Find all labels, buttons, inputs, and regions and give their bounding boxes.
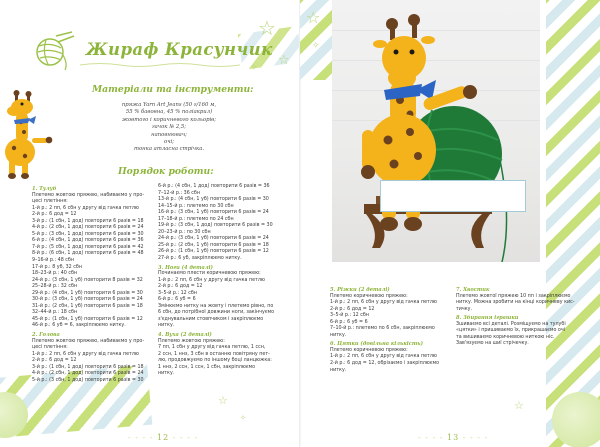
section-title: 6. Цятки (довільна кількість) xyxy=(330,341,424,348)
page-number-text: 12 xyxy=(157,433,170,442)
page-right xyxy=(300,0,600,447)
section-title: 2. Голова xyxy=(32,332,60,339)
yarn-ball-icon xyxy=(32,30,76,72)
giraffe-scene-illustration xyxy=(332,0,540,266)
page-number-text: 13 xyxy=(447,433,460,442)
instruction-line: 2-й р.: 6 дод = 12 xyxy=(158,284,203,290)
star-icon: ✧ xyxy=(240,414,246,422)
instructions-column-4 xyxy=(456,285,574,348)
section-title: 1. Тулуб xyxy=(32,186,57,192)
instruction-line: Плетемо жовтою пряжею, набиваємо у про- xyxy=(32,338,145,344)
instruction-line: Зав'язуємо на шиї стрічечку. xyxy=(456,341,529,347)
instruction-line: 2-й р.: 6 дод = 12 xyxy=(32,358,77,364)
materials-item: наповнювач; xyxy=(151,131,187,138)
instruction-line: з'єднувальним стовпчиком і закріплюємо xyxy=(158,316,264,322)
star-icon: ☆ xyxy=(278,53,290,68)
instruction-line: 5-й р.: (3 сбн, 1 дод) повторити 6 разів = 30 xyxy=(32,377,144,383)
instruction-line: 27-й р.: 6 уб, закріплюємо нитку. xyxy=(158,256,242,262)
materials-list xyxy=(84,102,254,154)
instruction-line: Плетемо жовтою пряжею: xyxy=(158,338,225,344)
instruction-line: 17-й р.: 8 уб, 32 сбн xyxy=(32,264,82,270)
instruction-line: нитку. xyxy=(158,371,175,377)
instruction-line: 2-й р.: 6 дод = 12, обрізаємо і закріплюємо xyxy=(330,361,440,367)
page-number-left: - - - - 12 - - - - xyxy=(128,433,199,442)
procedure-heading: Порядок роботи: xyxy=(118,166,214,177)
instruction-line: нитку. Можна зробити на кінці коричневу кис- xyxy=(456,300,575,306)
instruction-line: цесі плетіння: xyxy=(32,345,68,351)
materials-item: 55 % бавовна, 45 % поліакрил) xyxy=(125,109,213,116)
instruction-line: 25–28-й р.: 32 сбн xyxy=(32,284,78,290)
instruction-line: 1-й р.: 2 пп, 6 сбн у другу від гачка петлю xyxy=(330,300,437,306)
instruction-line: 26-й р.: (1 сбн, 1 уб) повторити 6 разів = 12 xyxy=(158,249,269,255)
page-title: Жираф Красунчик xyxy=(86,40,273,59)
instruction-line: 3-й р.: (1 сбн, 1 дод) повторити 6 разів = 18 xyxy=(32,364,144,370)
instruction-line: 25-й р.: (2 сбн, 1 уб) повторити 6 разів = 18 xyxy=(158,242,269,248)
giraffe-toy-image xyxy=(0,90,56,180)
star-icon: ✧ xyxy=(250,63,258,73)
instruction-line: 46-й р.: 6 уб = 6, закріплюємо нитку. xyxy=(32,323,126,329)
instruction-line: лю, продовжуємо по іншому боці ланцюжка: xyxy=(158,358,272,364)
instruction-line: 1 ннз, 2 ссн, 1 ссн, 1 сбн, закріплюємо xyxy=(158,364,256,370)
instruction-line: Плетемо коричневою пряжею: xyxy=(330,293,408,299)
instruction-line: 9–16-й р.: 48 сбн xyxy=(32,258,74,264)
instruction-line: 1-й р.: 2 пп, 6 сбн у другу від гачка петлю xyxy=(32,205,139,211)
instruction-line: 20–23-й р.: по 30 сбн xyxy=(158,229,211,235)
instruction-line: Змінюємо нитку на жовту і плетемо рівно, по xyxy=(158,303,274,309)
instruction-line: 6-й р.: (4 сбн, 1 дод) повторити 6 разів = 36 xyxy=(158,184,270,189)
instruction-line: 14–15-й р.: плетемо по 30 сбн xyxy=(158,203,234,209)
instruction-line: 17–18-й р.: плетемо по 24 сбн xyxy=(158,216,234,222)
instruction-line: 2 ссн, 1 ннз, 3 сбн в останню повітряну пет- xyxy=(158,351,270,357)
section-title: 4. Вуха (2 деталі) xyxy=(158,332,212,339)
instruction-line: Починаємо плести коричневою пряжею: xyxy=(158,271,261,277)
instruction-line: 24-й р.: (3 сбн, 1 уб) повторити 8 разів = 32 xyxy=(32,277,143,283)
materials-heading: Матеріали та інструменти: xyxy=(92,84,254,95)
star-icon: ☆ xyxy=(218,394,228,407)
instruction-line: 3-й р.: (1 сбн, 1 дод) повторити 6 разів = 18 xyxy=(32,218,144,224)
star-icon: ☆ xyxy=(514,399,524,412)
instruction-line: 45-й р.: (1 сбн, 1 уб) повторити 6 разів = 12 xyxy=(32,316,143,322)
materials-item: тонка атласна стрічка. xyxy=(133,146,205,153)
instruction-line: 4-й р.: (2 сбн, 1 дод) повторити 6 разів = 24 xyxy=(32,371,144,377)
instruction-line: 7–10-й р.: плетемо по 6 сбн, закріплюємо xyxy=(330,326,435,332)
instruction-line: 1-й р.: 2 пп, 6 сбн у другу від гачка петлю xyxy=(158,277,265,283)
instruction-line: 1-й р.: 2 пп, 6 сбн у другу від гачка петлю xyxy=(330,354,437,360)
instruction-line: 7 пп, 1 сбн у другу від гачка петлю, 1 ссн, xyxy=(158,345,266,351)
instruction-line: 7–12-й р.: 36 сбн xyxy=(158,190,200,196)
decorative-divider xyxy=(80,62,240,68)
instruction-line: Плетемо коричневою пряжею: xyxy=(330,347,408,353)
instruction-line: нитку. xyxy=(158,323,175,329)
instruction-line: Плетемо жовтою пряжею, набиваємо у про- xyxy=(32,192,145,198)
instruction-line: 24-й р.: (3 сбн, 1 уб) повторити 6 разів = 24 xyxy=(158,236,269,242)
star-icon: ☆ xyxy=(258,16,276,40)
instruction-line: 31-й р.: (2 сбн, 1 уб) повторити 6 разів = 18 xyxy=(32,303,143,309)
instruction-line: 32–44-й р.: 18 сбн xyxy=(32,310,78,316)
section-title: 8. Збирання іграшки xyxy=(456,315,519,322)
instruction-line: Зшиваємо всі деталі. Розміщуємо на тулубі xyxy=(456,321,566,327)
instruction-line: 6-й р.: (4 сбн, 1 дод) повторити 6 разів = 36 xyxy=(32,238,144,244)
instruction-line: «цятки» і пришиваємо їх, прикрашаємо очі xyxy=(456,328,566,334)
section-title: 5. Ріжки (2 деталі) xyxy=(330,287,390,293)
instruction-line: 2-й р.: 6 дод = 12 xyxy=(32,212,77,218)
instruction-line: 13-й р.: (4 сбн, 1 уб) повторити 6 разів = 30 xyxy=(158,197,269,203)
decorative-stripes-right xyxy=(546,0,600,447)
instruction-line: 16-й р.: (3 сбн, 1 уб) повторити 6 разів = 24 xyxy=(158,210,269,216)
instruction-line: тичку. xyxy=(456,306,473,312)
instruction-line: 19-й р.: (3 сбн, 1 дод) повторити 6 разів = 30 xyxy=(158,223,273,229)
instruction-line: та вишиваємо коричневою ниткою ніс. xyxy=(456,334,555,340)
decorative-blob xyxy=(552,392,600,447)
instruction-line: 6-й р.: 6 уб = 6 xyxy=(330,319,368,325)
instruction-line: 2-й р.: 6 дод = 12 xyxy=(330,306,375,312)
instruction-line: 8-й р.: (6 сбн, 1 дод) повторити 6 разів = 48 xyxy=(32,251,144,257)
instructions-column-3 xyxy=(330,285,439,374)
instructions-column-1 xyxy=(32,184,144,384)
instruction-line: 30-й р.: (3 сбн, 1 уб) повторити 6 разів = 24 xyxy=(32,297,143,303)
instructions-column-2 xyxy=(158,184,274,378)
instruction-line: 4-й р.: (2 сбн, 1 дод) повторити 6 разів = 24 xyxy=(32,225,144,231)
instruction-line: 1-й р.: 2 пп, 6 сбн у другу від гачка петлю xyxy=(32,351,139,357)
page-number-right: - - - - 13 - - - - xyxy=(418,433,489,442)
instruction-line: цесі плетіння: xyxy=(32,199,68,205)
instruction-line: 3–5-й р.: 12 сбн xyxy=(330,313,369,319)
note-box xyxy=(380,180,526,212)
star-icon: ☆ xyxy=(306,8,321,27)
materials-item: очі; xyxy=(164,139,174,146)
section-title: 3. Ноги (4 деталі) xyxy=(158,264,213,271)
giraffe-photo xyxy=(332,0,540,266)
star-icon: ✧ xyxy=(312,41,320,51)
materials-item: пряжа Yarn Art Jeans (50 г/160 м, xyxy=(121,102,217,108)
instruction-line: 18–23-й р.: 40 сбн xyxy=(32,271,78,277)
instruction-line: Плетемо жовтої пряжею 10 пп і закріплюємо xyxy=(456,293,571,299)
instruction-line: 3–5-й р.: 12 сбн xyxy=(158,290,197,296)
instruction-line: 29-й р.: (4 сбн, 1 уб) повторити 6 разів = 30 xyxy=(32,290,143,296)
instruction-line: 5-й р.: (3 сбн, 1 дод) повторити 6 разів = 30 xyxy=(32,231,144,237)
materials-item: жовтого і коричневого кольорів; xyxy=(121,116,217,123)
instruction-line: 7-й р.: (5 сбн, 1 дод) повторити 6 разів = 42 xyxy=(32,244,144,250)
instruction-line: нитку. xyxy=(330,332,347,338)
materials-item: гачок № 2,5; xyxy=(151,124,187,131)
section-title: 7. Хвостик xyxy=(456,287,490,293)
instruction-line: 6-й р.: 6 уб = 6 xyxy=(158,297,196,303)
instruction-line: 6 сбн, до потрібної довжини ноги, закінчуємо xyxy=(158,310,275,316)
instruction-line: нитку. xyxy=(330,367,347,373)
